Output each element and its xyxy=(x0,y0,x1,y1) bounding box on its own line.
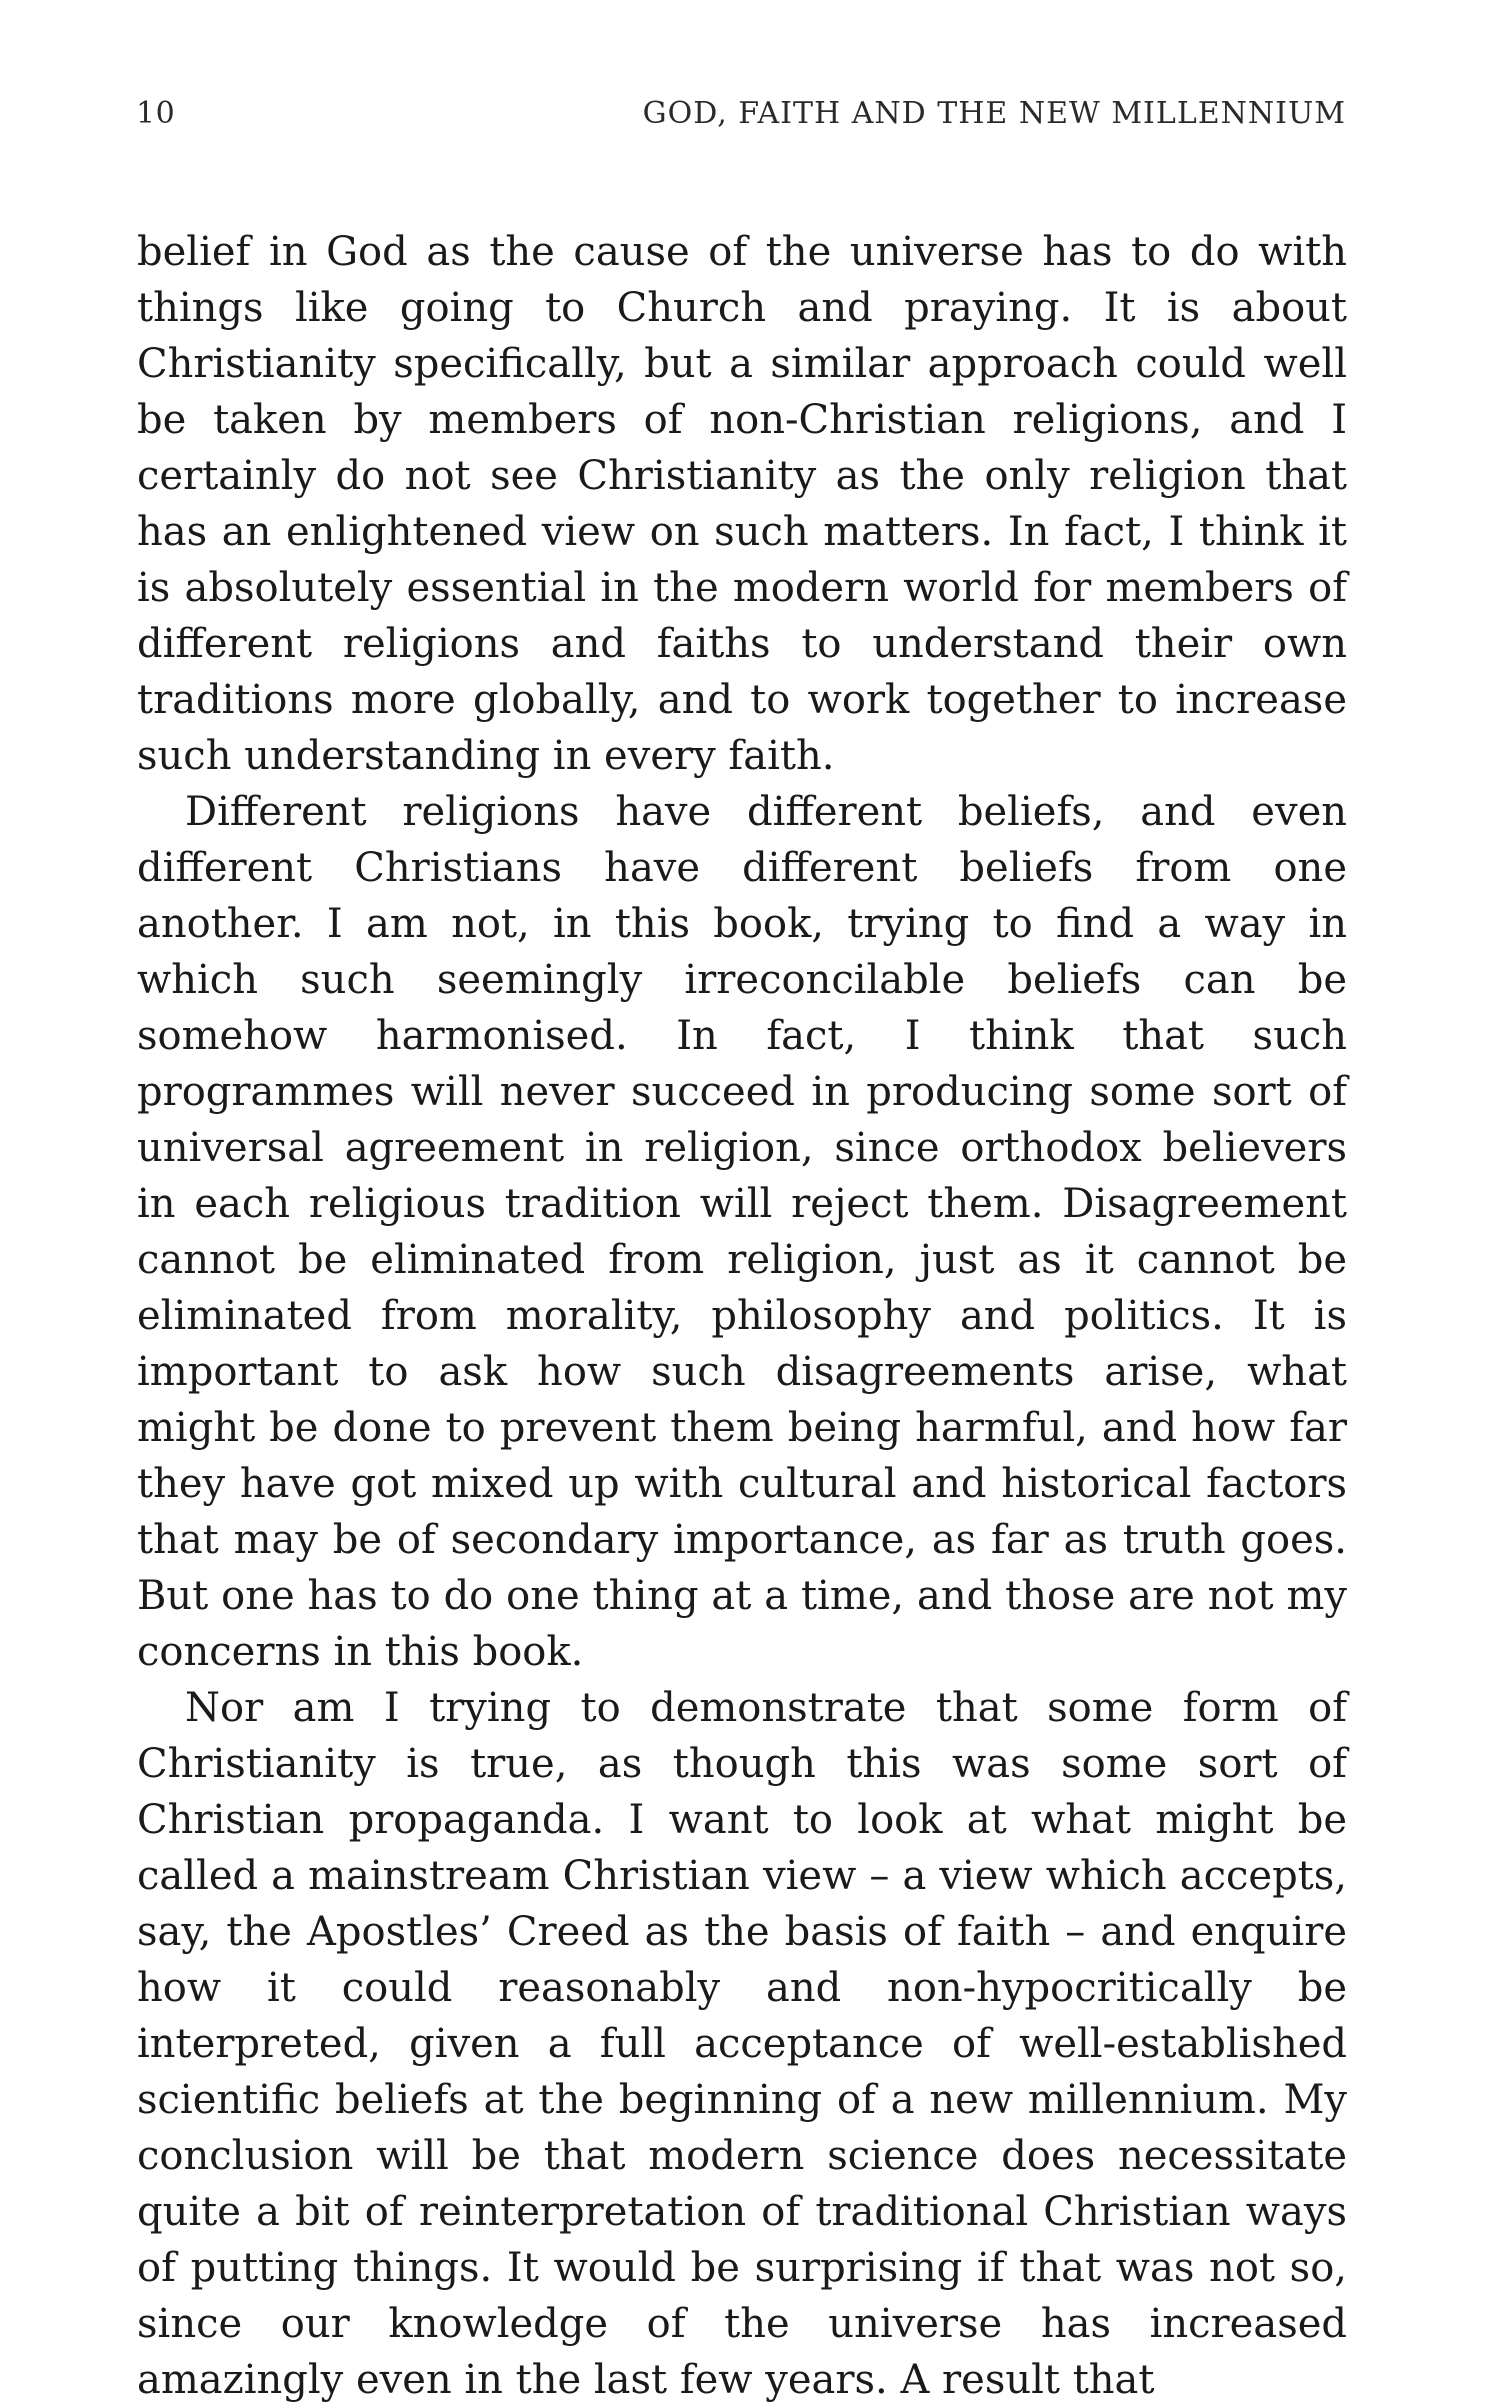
page-number: 10 xyxy=(136,96,176,131)
paragraph-nor-am-i: Nor am I trying to demonstrate that some form of Christianity is true, as though this was some sort of Christian propaganda. I want to look at what might be called a mainstream Christian view – a view which accepts, say, the Apostles’ Creed as the basis of faith – and enquire how it could reasonably and non-hypocritically be interpreted, given a full acceptance of well-established scientific beliefs at the beginning of a new millennium. My conclusion will be that modern science does necessitate quite a bit of reinterpretation of traditional Christian ways of putting things. It would be surprising if that was not so, since our knowledge of the universe has increased amazingly even in the last few years. A result that xyxy=(137,1685,1347,2403)
paragraph-different-religions: Different religions have different beliefs, and even different Christians have different beliefs from one another. I am not, in this book, trying to find a way in which such seemingly irreconcilable beliefs can be somehow harmonised. In fact, I think that such programmes will never succeed in producing some sort of universal agreement in religion, since orthodox believers in each religious tradition will reject them. Disagreement cannot be eliminated from religion, just as it cannot be eliminated from morality, philosophy and politics. It is important to ask how such disagreements arise, what might be done to prevent them being harmful, and how far they have got mixed up with cultural and historical factors that may be of secondary importance, as far as truth goes. But one has to do one thing at a time, and those are not my concerns in this book. xyxy=(137,789,1347,1675)
body-text xyxy=(137,224,1347,2408)
paragraph-continuation: belief in God as the cause of the universe has to do with things like going to Church and praying. It is about Christianity specifically, but a similar approach could well be taken by members of non-Christian religions, and I certainly do not see Christianity as the only religion that has an enlightened view on such matters. In fact, I think it is absolutely essential in the modern world for members of different religions and faiths to understand their own traditions more globally, and to work together to increase such understanding in every faith. xyxy=(137,229,1347,779)
book-title: GOD, FAITH AND THE NEW MILLENNIUM xyxy=(642,96,1346,131)
running-head xyxy=(136,96,1346,136)
